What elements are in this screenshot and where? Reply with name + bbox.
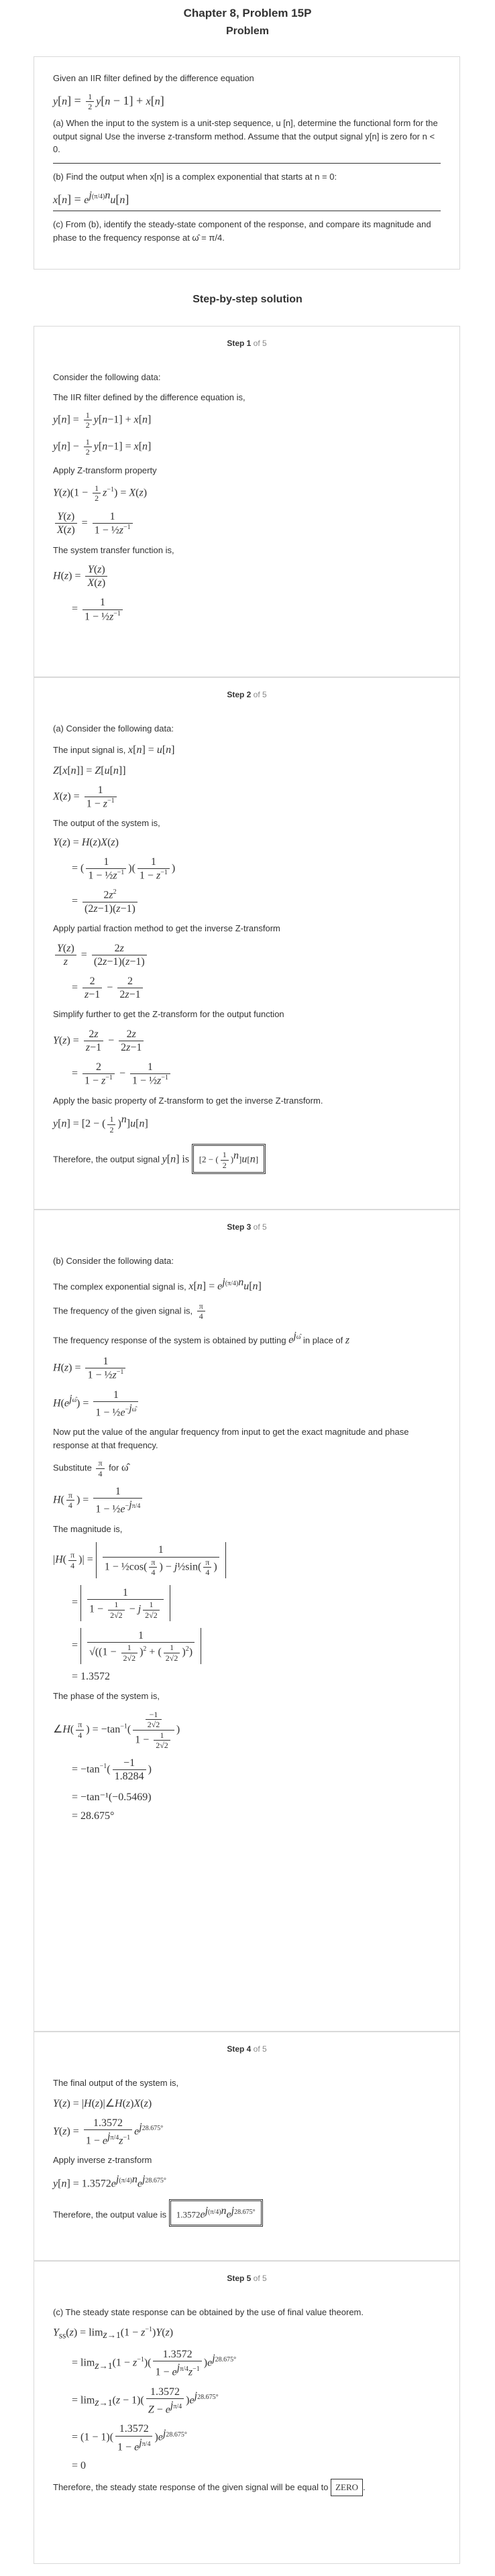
step-3-freq: The frequency of the given signal is, $\frac{\pi}{4}$ [53, 1301, 441, 1322]
step-5-eq-4: = (1 − 1)( $\frac{1.3572}{1 - e^{j\pi/4}}$ )$e^{j28.675^\circ}$ [72, 2423, 187, 2453]
problem-intro: Given an IIR filter defined by the difference equation [53, 73, 254, 83]
problem-part-b: (b) Find the output when x[n] is a complex exponential that starts at n = 0: [53, 171, 337, 182]
step-3-eq-2: $H(e^{j\omegâ})$ = $\frac{1}{1 - \frac{1}{2}e^{-j\omegâ}}$ [53, 1389, 441, 1419]
step-3-eq-3: H( $\frac{\pi}{4}$ ) = $\frac{1}{1 - \frac{1}{2}e^{-j\pi/4}}$ [53, 1485, 441, 1516]
step-2-eq-7: = $\frac{2}{z-1}$ − $\frac{2}{2z-1}$ [72, 975, 441, 1001]
step-4-therefore: Therefore, the output value is $1.3572e^{j(\pi/4)n}e^{j28.675^\circ}$ [53, 2199, 441, 2227]
step-1-eq-2: y[n] − $\frac{1}{2}$ y[n−1] = x[n] [53, 436, 152, 457]
step-2-eq-10: y[n] = [2 − ( $\frac{1}{2}$ )$^n$]u[n] [53, 1114, 148, 1134]
step-2-input: The input signal is, x[n] = u[n] [53, 744, 175, 756]
problem-part-b-equation: $x[n] = e^{j(\pi/4)n}u[n]$ [53, 190, 129, 207]
step-3-consider: (b) Consider the following data: [53, 1256, 174, 1266]
step-2-eq-3: Y(z) = H(z)X(z) [53, 836, 119, 848]
problem-card [34, 56, 460, 270]
solution-heading: Step-by-step solution [192, 294, 302, 305]
step-4-apply-inv: Apply inverse z-transform [53, 2155, 152, 2166]
step-2-therefore: Therefore, the output signal y[n] is [2 − ( $\frac{1}{2}$ )$^n$]u[n] [53, 1144, 441, 1174]
step-3-substitute: Substitute $\frac{\pi}{4}$ for ω̂ [53, 1458, 129, 1478]
step-1-consider: Consider the following data: [53, 372, 161, 382]
step-4-card [34, 2032, 460, 2261]
step-3-header: Step 3 of 5 [227, 1222, 267, 1232]
step-3-eq-8: = $-\tan^{-1}$( $\frac{-1}{1.8284}$ ) [72, 1757, 152, 1783]
step-2-eq-5: = $\frac{2z^2}{(2z-1)(z-1)}$ [72, 888, 441, 915]
step-2-output-text: The output of the system is, [53, 818, 160, 829]
step-1-eq-5: H(z) = $\frac{Y(z)}{X(z)}$ [53, 563, 441, 589]
step-3-resp: The frequency response of the system is obtained by putting $e^{j\omegâ}$ in place of z [53, 1330, 350, 1346]
problem-heading: Problem [225, 25, 269, 37]
problem-part-a: (a) When the input to the system is a unit-step sequence, u [n], determine the functional form for the output signal Use the inverse z-transform method. Assume that the output signal y[n] is zero for n < 0. [53, 118, 438, 155]
step-2-header: Step 2 of 5 [227, 690, 267, 699]
step-3-now: Now put the value of the angular frequency from input to get the exact magnitude and phase response at that frequency. [53, 1427, 409, 1450]
step-5-zero-line: = 0 [72, 2460, 87, 2472]
step-5-ss-text: (c) The steady state response can be obtained by the use of final value theorem. [53, 2307, 364, 2317]
step-4-eq-1: Y(z) = |H(z)|∠H(z)X(z) [53, 2097, 152, 2109]
step-4-eq-2: Y(z) = $\frac{1.3572}{1 - e^{j\pi/4}z^{-1}}$ $e^{j28.675^\circ}$ [53, 2117, 164, 2147]
difference-equation: y[n] = $\frac{1}{2}$ y[n − 1] + x[n] [53, 91, 164, 111]
step-2-simplify-text: Simplify further to get the Z-transform for the output function [53, 1009, 284, 1020]
step-3-eq-6: = 1 √((1 − $\frac{1}{2√2}$ )$^2$ + ( $\frac{1}{2√2}$ )$^2$) [72, 1628, 441, 1664]
step-4-answer-box: $1.3572e^{j(\pi/4)n}e^{j28.675^\circ}$ [169, 2199, 263, 2227]
step-3-card [34, 1210, 460, 2032]
step-2-partial-text: Apply partial fraction method to get the inverse Z-transform [53, 923, 280, 934]
step-1-eq-3: Y(z)(1 − $\frac{1}{2}$ $z^{-1}) = X(z)$ [53, 483, 148, 504]
step-3-eq-7: ∠H( $\frac{\pi}{4}$ ) = $-\tan^{-1}$( $\frac{-1}{2√2}$ 1 − $\frac{1}{2√2}$ ) [53, 1709, 180, 1750]
step-5-answer-box: ZERO [331, 2479, 363, 2496]
page-title: Chapter 8, Problem 15P [183, 7, 312, 19]
step-5-eq-3: = $\lim_{z\to 1}(z - 1)$( $\frac{1.3572}{Z - e^{j\pi/4}}$ )$e^{j28.675^\circ}$ [72, 2386, 219, 2416]
step-3-eq-1: H(z) = $\frac{1}{1 - \frac{1}{2}z^{-1}}$ [53, 1355, 441, 1382]
step-1-iir-text: The IIR filter defined by the difference equation is, [53, 392, 245, 402]
step-3-eq-9: = −tan⁻¹(−0.5469) [72, 1791, 152, 1803]
step-1-apply-z: Apply Z-transform property [53, 465, 157, 475]
step-3-phase-text: The phase of the system is, [53, 1691, 160, 1702]
step-3-magnitude-value: = 1.3572 [72, 1671, 111, 1683]
step-3-eq-5: = 1 1 − $\frac{1}{2√2}$ − j $\frac{1}{2√2}$ [72, 1585, 441, 1621]
step-2-eq-6: $\frac{Y(z)}{z}$ = $\frac{2z}{(2z-1)(z-1)}$ [53, 942, 441, 968]
step-2-eq-9: = $\frac{2}{1 - z^{-1}}$ − $\frac{1}{1 - \frac{1}{2}z^{-1}}$ [72, 1061, 441, 1088]
step-2-eq-8: Y(z) = $\frac{2z}{z-1}$ − $\frac{2z}{2z-1}$ [53, 1028, 441, 1054]
step-3-phase-value: = 28.675° [72, 1810, 115, 1822]
step-1-header: Step 1 of 5 [227, 339, 267, 348]
step-4-header: Step 4 of 5 [227, 2044, 267, 2054]
step-1-eq-1: y[n] = $\frac{1}{2}$ y[n−1] + x[n] [53, 410, 152, 430]
step-5-eq-1: $Y_{ss}(z) = \lim_{z\to 1}(1 - z^{-1})Y(z)$ [53, 2325, 174, 2341]
step-3-magnitude-text: The magnitude is, [53, 1523, 123, 1534]
step-3-eq-4: |H( $\frac{\pi}{4}$ )| = 1 1 − ½cos( $\frac{\pi}{4}$ ) − j½sin( $\frac{\pi}{4}$ ) [53, 1542, 441, 1578]
step-2-eq-4: = ( $\frac{1}{1 - \frac{1}{2}z^{-1}}$ )( $\frac{1}{1 - z^{-1}}$ ) [72, 856, 176, 882]
step-1-eq-4: $\frac{Y(z)}{X(z)}$ = $\frac{1}{1 - \frac{1}{2}z^{-1}}$ [53, 510, 441, 537]
step-2-eq-1: Z[x[n]] = Z[u[n]] [53, 764, 126, 776]
step-3-complex: The complex exponential signal is, $x[n] = e^{j(\pi/4)n}u[n]$ [53, 1276, 262, 1292]
step-5-eq-2: = $\lim_{z\to 1}(1 - z^{-1})$( $\frac{1.3572}{1 - e^{j\pi/4}z^{-1}}$ )$e^{j28.675^\circ}$ [72, 2349, 237, 2378]
step-1-card [34, 326, 460, 677]
step-4-final-text: The final output of the system is, [53, 2078, 179, 2088]
step-2-answer-box: [2 − ( $\frac{1}{2}$ )$^n$]u[n] [192, 1144, 266, 1174]
step-1-transfer-text: The system transfer function is, [53, 544, 174, 555]
step-2-card [34, 677, 460, 1210]
step-5-card [34, 2261, 460, 2564]
step-1-eq-6: = $\frac{1}{1 - \frac{1}{2}z^{-1}}$ [72, 596, 441, 623]
step-5-therefore: Therefore, the steady state response of the given signal will be equal to ZERO . [53, 2479, 441, 2496]
step-5-header: Step 5 of 5 [227, 2274, 267, 2283]
step-2-basic-text: Apply the basic property of Z-transform to get the inverse Z-transform. [53, 1095, 323, 1106]
step-2-eq-2: X(z) = $\frac{1}{1 - z^{-1}}$ [53, 784, 441, 811]
problem-part-c: (c) From (b), identify the steady-state component of the response, and compare its magnitude and phase to the frequency response at ω̂ = π/4. [53, 219, 431, 243]
step-2-consider: (a) Consider the following data: [53, 723, 174, 734]
step-4-eq-3: $y[n] = 1.3572e^{j(\pi/4)n}e^{j28.675^\circ}$ [53, 2173, 166, 2190]
